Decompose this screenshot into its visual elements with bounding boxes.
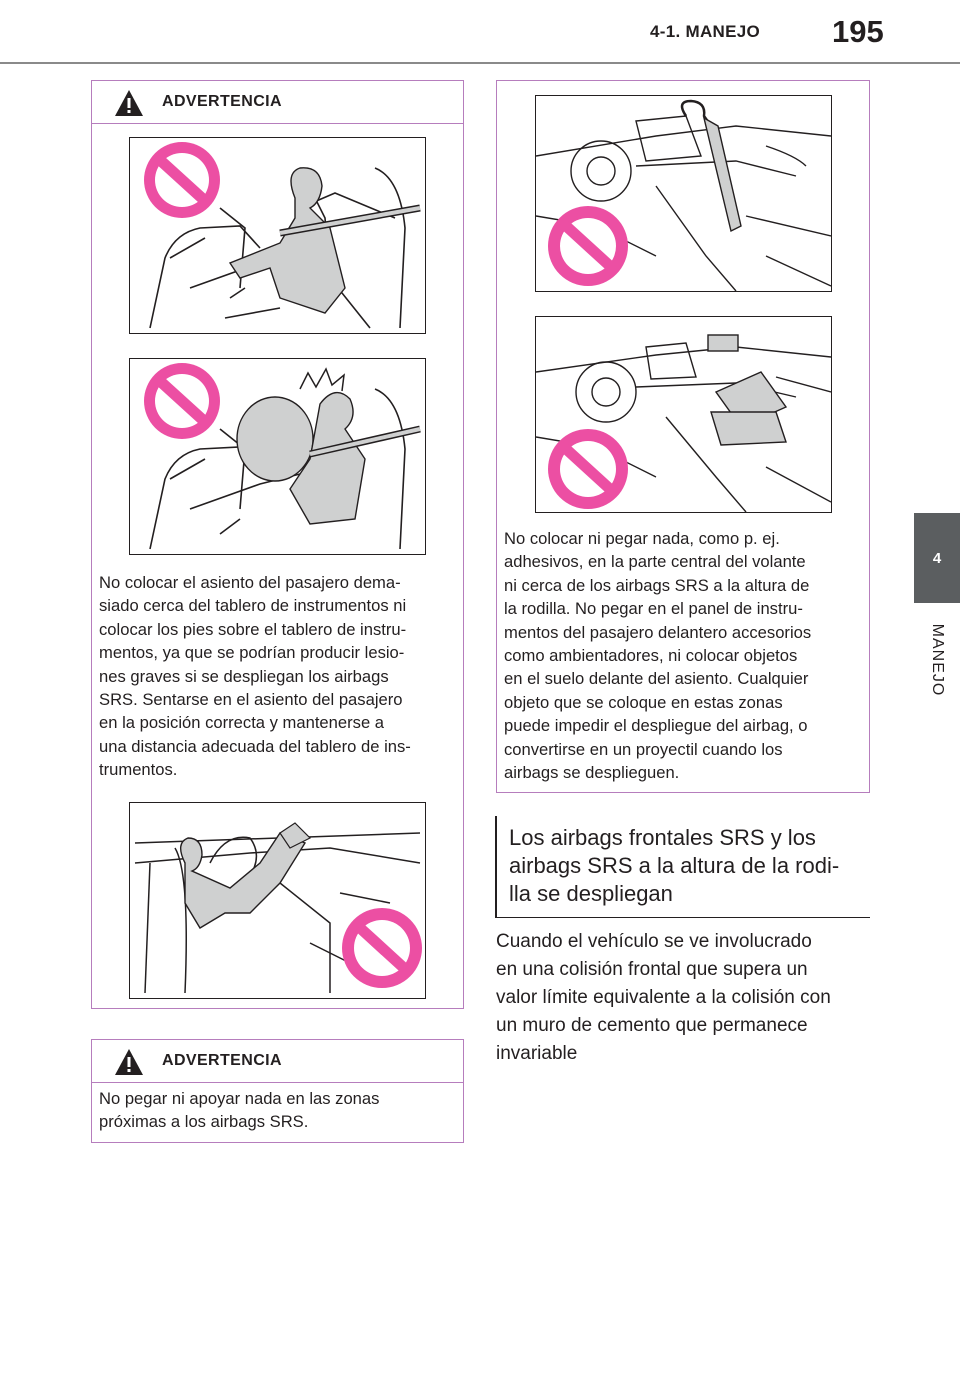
warning-header [92, 81, 463, 124]
text-line: como ambientadores, ni colocar objetos [504, 646, 798, 666]
heading-line: lla se despliegan [509, 881, 673, 906]
text-line: trumentos. [99, 760, 178, 780]
illustration-airbag-impact [129, 358, 426, 555]
warning-text-seating [99, 571, 459, 782]
page-number: 195 [832, 14, 884, 49]
warning-triangle-icon [114, 89, 144, 117]
warning-triangle-icon [114, 1048, 144, 1076]
header-section-title: 4-1. MANEJO [650, 22, 761, 41]
text-line: la rodilla. No pegar en el panel de instru- [504, 599, 803, 619]
section-heading [495, 816, 870, 918]
text-line: colocar los pies sobre el tablero de instru- [99, 619, 407, 639]
warning-title: ADVERTENCIA [162, 93, 282, 110]
illustration-umbrella-console [535, 95, 832, 292]
text-line: mentos, ya que se podrían producir lesio- [99, 643, 405, 663]
warning-title: ADVERTENCIA [162, 1052, 282, 1069]
text-line: en la posición correcta y mantenerse a [99, 713, 385, 733]
warning-text-airbag-zones [99, 1087, 459, 1134]
text-line: siado cerca del tablero de instrumentos ni [99, 596, 407, 616]
text-line: SRS. Sentarse en el asiento del pasajero [99, 690, 403, 710]
heading-line: Los airbags frontales SRS y los [509, 825, 816, 850]
body-paragraph [496, 928, 871, 1068]
text-line: en el suelo delante del asiento. Cualquier [504, 669, 809, 689]
text-line: próximas a los airbags SRS. [99, 1112, 309, 1132]
header-divider [0, 62, 960, 64]
text-line: puede impedir el despliegue del airbag, o [504, 716, 808, 736]
illustration-passenger-too-close [129, 137, 426, 334]
text-line: en una colisión frontal que supera un [496, 959, 808, 980]
text-line: un muro de cemento que permanece [496, 1015, 808, 1036]
text-line: mentos del pasajero delantero accesorios [504, 622, 812, 642]
warning-text-objects [504, 527, 866, 784]
text-line: una distancia adecuada del tablero de ins- [99, 736, 411, 756]
text-line: No pegar ni apoyar nada en las zonas [99, 1089, 380, 1108]
text-line: No colocar el asiento del pasajero dema- [99, 573, 401, 592]
text-line: invariable [496, 1043, 578, 1064]
illustration-feet-on-dashboard [129, 802, 426, 999]
text-line: No colocar ni pegar nada, como p. ej. [504, 529, 780, 548]
illustration-objects-dashboard [535, 316, 832, 513]
text-line: convertirse en un proyectil cuando los [504, 739, 783, 759]
text-line: adhesivos, en la parte central del volante [504, 552, 806, 572]
chapter-label: MANEJO [929, 623, 946, 697]
text-line: objeto que se coloque en estas zonas [504, 692, 783, 712]
chapter-tab[interactable]: 4 [914, 513, 960, 603]
text-line: valor límite equivalente a la colisión con [496, 987, 831, 1008]
text-line: nes graves si se despliegan los airbags [99, 666, 389, 686]
warning-header [92, 1040, 463, 1083]
text-line: airbags se desplieguen. [504, 763, 680, 783]
heading-line: airbags SRS a la altura de la rodi- [509, 853, 840, 878]
text-line: Cuando el vehículo se ve involucrado [496, 931, 812, 952]
text-line: ni cerca de los airbags SRS a la altura de [504, 575, 810, 595]
